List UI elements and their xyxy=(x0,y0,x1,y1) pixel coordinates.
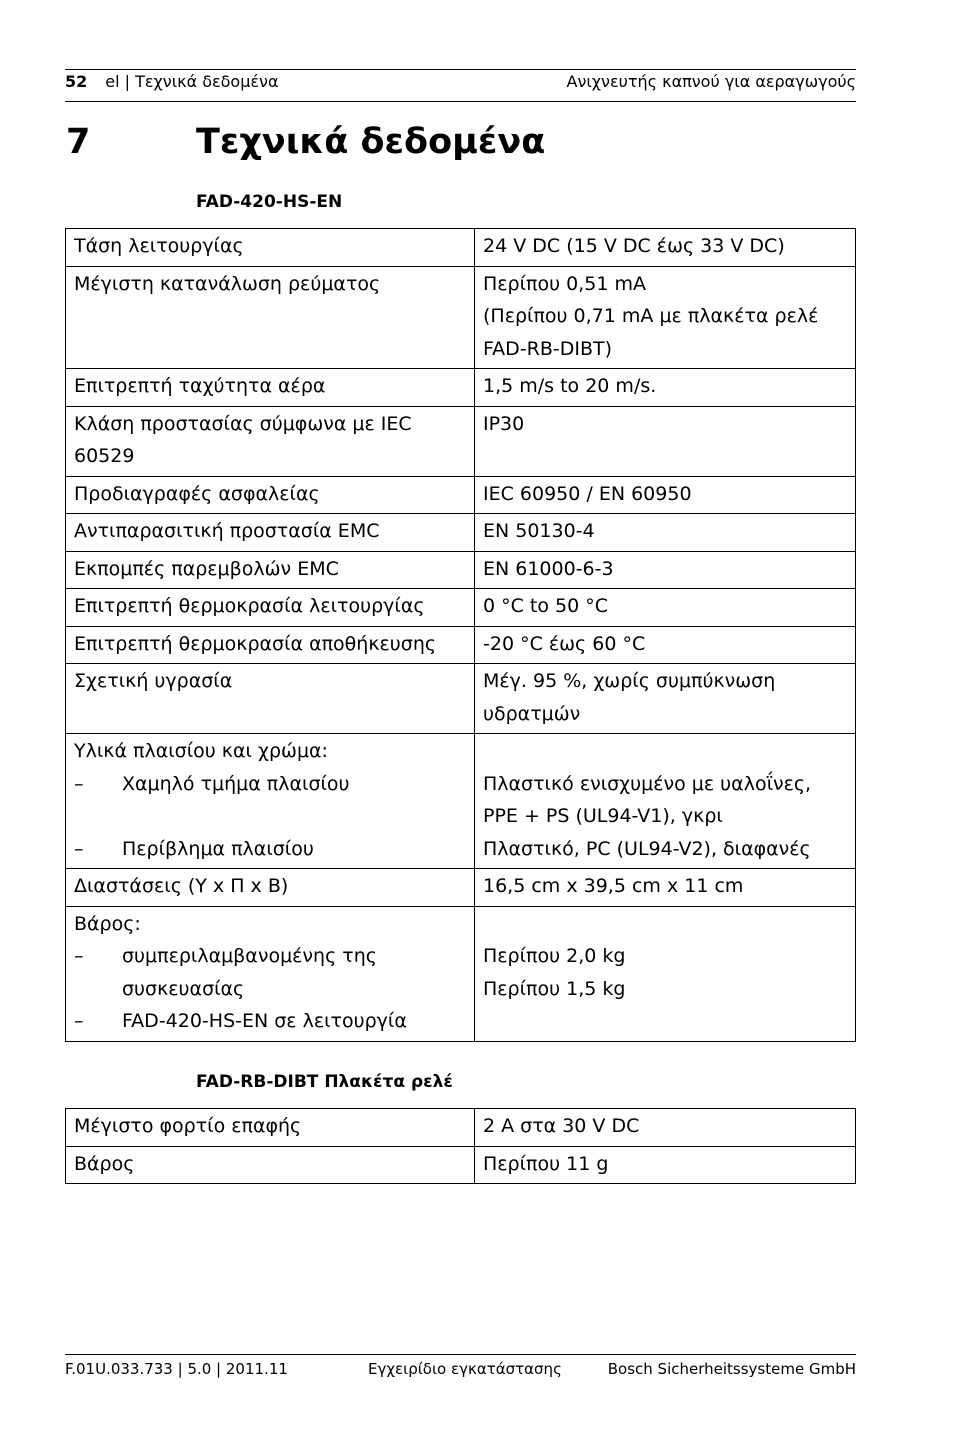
spec-label xyxy=(66,406,475,476)
table-row xyxy=(66,514,856,552)
label-line xyxy=(74,1005,466,1038)
label-line-spacer xyxy=(74,800,466,833)
spec-label: Μέγιστο φορτίο επαφής xyxy=(66,1109,475,1147)
section-title-relay-board: FAD-RB-DIBT Πλακέτα ρελέ xyxy=(196,1072,453,1092)
label-line: 60529 xyxy=(74,445,135,467)
table-row xyxy=(66,734,856,869)
label-line xyxy=(74,973,466,1006)
value-line-spacer xyxy=(483,908,847,941)
sub-item-label: Χαμηλό τμήμα πλαισίου xyxy=(122,772,350,795)
label-line xyxy=(74,768,466,801)
footer-rule xyxy=(65,1354,856,1355)
spec-value: Περίπου 11 g xyxy=(475,1146,856,1184)
spec-value: EN 61000-6-3 xyxy=(475,551,856,589)
list-dash: – xyxy=(74,837,84,860)
value-line: Μέγ. 95 %, χωρίς συμπύκνωση xyxy=(483,670,776,692)
value-line: Περίπου 0,51 mA xyxy=(483,272,646,295)
sub-item-label: συσκευασίας xyxy=(122,977,245,1000)
spec-label: Προδιαγραφές ασφαλείας xyxy=(66,476,475,514)
spec-label: Επιτρεπτή ταχύτητα αέρα xyxy=(66,369,475,407)
spec-value: IEC 60950 / EN 60950 xyxy=(475,476,856,514)
list-dash: – xyxy=(74,772,84,795)
sub-item-label: Περίβλημα πλαισίου xyxy=(122,837,314,860)
spec-label: Αντιπαρασιτική προστασία EMC xyxy=(66,514,475,552)
label-line xyxy=(74,940,466,973)
table-row xyxy=(66,369,856,407)
value-line: Περίπου 2,0 kg xyxy=(483,945,626,967)
header-document-title: Ανιχνευτής καπνού για αεραγωγούς xyxy=(566,72,856,91)
header-bottom-rule xyxy=(65,101,856,102)
spec-label: Διαστάσεις (Υ x Π x Β) xyxy=(66,869,475,907)
spec-value xyxy=(475,734,856,869)
value-line: PPE + PS (UL94-V1), γκρι xyxy=(483,805,723,827)
list-dash: – xyxy=(74,1010,84,1032)
value-line: FAD-RB-DIBT) xyxy=(483,337,613,360)
spec-value: 1,5 m/s to 20 m/s. xyxy=(475,369,856,407)
spec-table-fad-420 xyxy=(65,228,856,1042)
spec-value: 0 °C to 50 °C xyxy=(475,589,856,627)
header-top-rule xyxy=(65,69,856,70)
spec-table-relay-board xyxy=(65,1108,856,1184)
footer-doc-id: F.01U.033.733 | 5.0 | 2011.11 xyxy=(65,1360,288,1378)
spec-value: 2 A στα 30 V DC xyxy=(475,1109,856,1147)
value-line: Πλαστικό ενισχυμένο με υαλοΐνες, xyxy=(483,772,812,795)
spec-value: IP30 xyxy=(475,406,856,476)
value-line: (Περίπου 0,71 mA με πλακέτα ρελέ xyxy=(483,305,819,327)
table-row xyxy=(66,906,856,1041)
list-dash: – xyxy=(74,945,84,967)
page-footer xyxy=(65,1359,856,1379)
label-line xyxy=(74,833,466,866)
page-header xyxy=(65,72,856,92)
table-row xyxy=(66,1109,856,1147)
spec-value: 24 V DC (15 V DC έως 33 V DC) xyxy=(475,229,856,267)
value-line: Περίπου 1,5 kg xyxy=(483,977,626,1000)
value-line: Πλαστικό, PC (UL94-V2), διαφανές xyxy=(483,837,811,860)
table-row xyxy=(66,476,856,514)
footer-doc-type: Εγχειρίδιο εγκατάστασης xyxy=(368,1360,562,1378)
spec-label: Επιτρεπτή θερμοκρασία λειτουργίας xyxy=(66,589,475,627)
label-line: Υλικά πλαισίου και χρώμα: xyxy=(74,740,328,762)
footer-company: Bosch Sicherheitssysteme GmbH xyxy=(607,1360,856,1378)
chapter-title: Τεχνικά δεδομένα xyxy=(196,122,546,162)
value-line: υδρατμών xyxy=(483,702,581,725)
spec-label: Εκπομπές παρεμβολών EMC xyxy=(66,551,475,589)
spec-value: EN 50130-4 xyxy=(475,514,856,552)
spec-label: Τάση λειτουργίας xyxy=(66,229,475,267)
spec-label: Βάρος xyxy=(66,1146,475,1184)
sub-item-label: συμπεριλαμβανομένης της xyxy=(122,945,377,967)
table-row xyxy=(66,869,856,907)
spec-value xyxy=(475,906,856,1041)
spec-value xyxy=(475,664,856,734)
spec-label xyxy=(66,906,475,1041)
value-line-spacer xyxy=(483,735,847,768)
section-title-fad-420: FAD-420-HS-EN xyxy=(196,192,343,212)
header-section: el | Τεχνικά δεδομένα xyxy=(105,72,279,91)
chapter-number: 7 xyxy=(66,122,91,162)
spec-value: -20 °C έως 60 °C xyxy=(475,626,856,664)
sub-item-label: FAD-420-HS-EN σε λειτουργία xyxy=(122,1010,407,1032)
spec-label: Επιτρεπτή θερμοκρασία αποθήκευσης xyxy=(66,626,475,664)
spec-value xyxy=(475,266,856,369)
table-row xyxy=(66,626,856,664)
page-number: 52 xyxy=(65,72,88,91)
spec-label: Μέγιστη κατανάλωση ρεύματος xyxy=(66,266,475,369)
spec-value: 16,5 cm x 39,5 cm x 11 cm xyxy=(475,869,856,907)
table-row xyxy=(66,229,856,267)
table-row xyxy=(66,589,856,627)
spec-label xyxy=(66,734,475,869)
table-row xyxy=(66,664,856,734)
spec-label: Σχετική υγρασία xyxy=(66,664,475,734)
table-row xyxy=(66,266,856,369)
label-line: Κλάση προστασίας σύμφωνα με IEC xyxy=(74,412,412,435)
table-row xyxy=(66,406,856,476)
table-row xyxy=(66,1146,856,1184)
table-row xyxy=(66,551,856,589)
label-line: Βάρος: xyxy=(74,912,141,935)
